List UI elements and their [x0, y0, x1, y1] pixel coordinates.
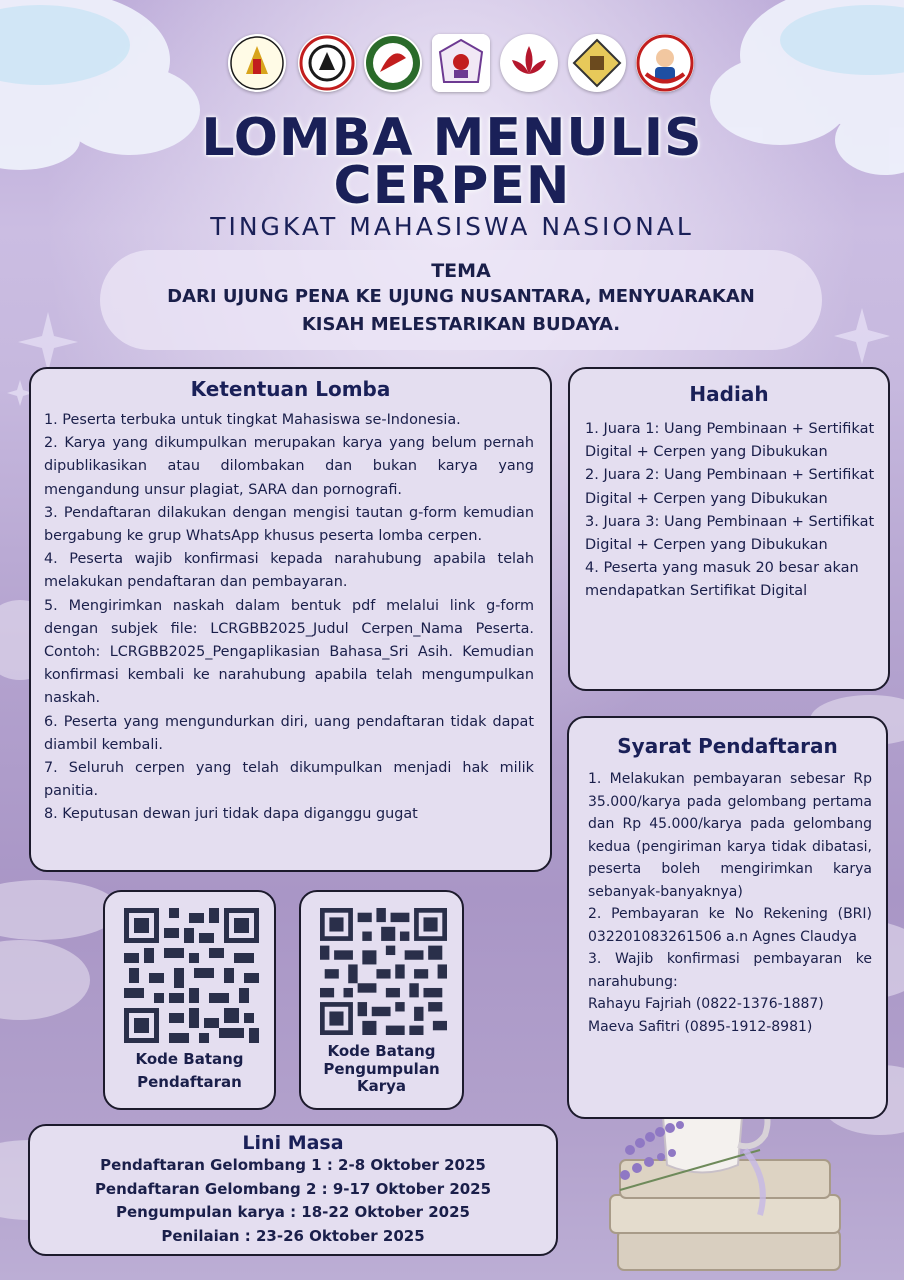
tema-label: TEMA	[431, 260, 491, 282]
contact-item: Rahayu Fajriah (0822-1376-1887)	[588, 996, 824, 1012]
qr-pendaftaran-label-line1: Kode Batang	[135, 1050, 244, 1068]
syarat-title: Syarat Pendaftaran	[617, 734, 838, 758]
qr-pengumpulan-label-line1: Kode Batang	[327, 1042, 436, 1060]
ketentuan-item: 5. Mengirimkan naskah dalam bentuk pdf melalui link g-form dengan subjek file: LCRGBB2025_Judul Cerpen_Nama Peserta. Contoh: LCRGBB2025_Pengaplikasian Bahasa_Sri Asih. Kemudian konfirmasi kembali ke narahubung apabila telah mengumpulkan naskah.	[44, 597, 534, 707]
hadiah-item: 1. Juara 1: Uang Pembinaan + Sertifikat Digital + Cerpen yang Dibukukan	[585, 421, 875, 461]
ketentuan-item: 2. Karya yang dikumpulkan merupakan karya yang belum pernah dipublikasikan atau dilombakan dan bukan karya yang mengandung unsur plagiat, SARA dan pornografi.	[44, 435, 534, 498]
hadiah-item: 4. Peserta yang masuk 20 besar akan mendapatkan Sertifikat Digital	[585, 560, 859, 600]
lini-masa-list	[30, 1154, 556, 1248]
syarat-item: 2. Pembayaran ke No Rekening (BRI) 032201083261506 a.n Agnes Claudya	[588, 906, 872, 945]
hadiah-item: 2. Juara 2: Uang Pembinaan + Sertifikat Digital + Cerpen yang Dibukukan	[585, 467, 875, 507]
seal-logo	[298, 34, 356, 92]
ketentuan-item: 3. Pendaftaran dilakukan dengan mengisi tautan g-form kemudian bergabung ke grup WhatsApp khusus peserta lomba cerpen.	[44, 504, 534, 545]
hadiah-title: Hadiah	[689, 382, 769, 406]
subtitle: TINGKAT MAHASISWA NASIONAL	[210, 212, 694, 241]
timeline-item: Pendaftaran Gelombang 2 : 9-17 Oktober 2025	[94, 1179, 492, 1198]
title-line1: LOMBA MENULIS	[201, 108, 703, 168]
syarat-list	[588, 768, 872, 1038]
hadiah-item: 3. Juara 3: Uang Pembinaan + Sertifikat Digital + Cerpen yang Dibukukan	[585, 513, 875, 554]
qr-code-pengumpulan-icon[interactable]	[320, 908, 447, 1035]
ketentuan-item: 1. Peserta terbuka untuk tingkat Mahasiswa se-Indonesia.	[44, 412, 461, 428]
qr-pendaftaran-label	[105, 1050, 274, 1092]
shield-logo	[568, 34, 626, 92]
qr-pengumpulan-card	[299, 890, 464, 1110]
syarat-item: 1. Melakukan pembayaran sebesar Rp 35.000/karya pada gelombang pertama dan Rp 45.000/karya pada gelombang kedua (pengiriman karya tidak dibatasi, peserta boleh mengirimkan karya sebanyak-banyaknya)	[588, 771, 872, 900]
tema-line1: DARI UJUNG PENA KE UJUNG NUSANTARA, MENYUARAKAN	[167, 286, 755, 307]
qr-pendaftaran-card	[103, 890, 276, 1110]
tema-line2: KISAH MELESTARIKAN BUDAYA.	[301, 314, 621, 335]
qr-pengumpulan-label-line3: Karya	[356, 1077, 407, 1095]
lini-masa-panel	[28, 1124, 558, 1256]
title-line2: CERPEN	[333, 156, 571, 216]
qr-pengumpulan-label	[301, 1043, 462, 1096]
hadiah-panel	[568, 367, 890, 691]
contact-item: Maeva Safitri (0895-1912-8981)	[588, 1018, 813, 1035]
ketentuan-item: 8. Keputusan dewan juri tidak dapa diganggu gugat	[44, 806, 418, 823]
university-logo	[228, 34, 286, 92]
syarat-item: 3. Wajib konfirmasi pembayaran ke narahubung:	[588, 951, 872, 990]
qr-code-pendaftaran-icon[interactable]	[124, 908, 259, 1043]
ketentuan-item: 4. Peserta wajib konfirmasi kepada narahubung apabila telah melakukan pendaftaran dan pembayaran.	[44, 551, 534, 591]
ketentuan-title: Ketentuan Lomba	[190, 377, 391, 401]
lini-masa-title: Lini Masa	[242, 1132, 344, 1154]
lotus-logo	[500, 34, 558, 92]
ketentuan-panel	[29, 367, 552, 872]
ketentuan-item: 7. Seluruh cerpen yang telah dikumpulkan menjadi hak milik panitia.	[44, 760, 534, 800]
tema-box	[100, 250, 822, 350]
organization-logo	[432, 34, 490, 92]
syarat-panel	[567, 716, 888, 1119]
timeline-item: Pengumpulan karya : 18-22 Oktober 2025	[116, 1203, 470, 1221]
faculty-logo	[364, 34, 422, 92]
qr-pendaftaran-label-line2: Pendaftaran	[137, 1073, 242, 1091]
mascot-logo	[636, 34, 694, 92]
timeline-item: Pendaftaran Gelombang 1 : 2-8 Oktober 2025	[100, 1156, 486, 1174]
hadiah-list	[585, 418, 880, 604]
ketentuan-item: 6. Peserta yang mengundurkan diri, uang pendaftaran tidak dapat diambil kembali.	[44, 713, 534, 753]
qr-pengumpulan-label-line2: Pengumpulan	[323, 1059, 440, 1078]
timeline-item: Penilaian : 23-26 Oktober 2025	[161, 1226, 425, 1245]
ketentuan-list	[44, 409, 534, 827]
